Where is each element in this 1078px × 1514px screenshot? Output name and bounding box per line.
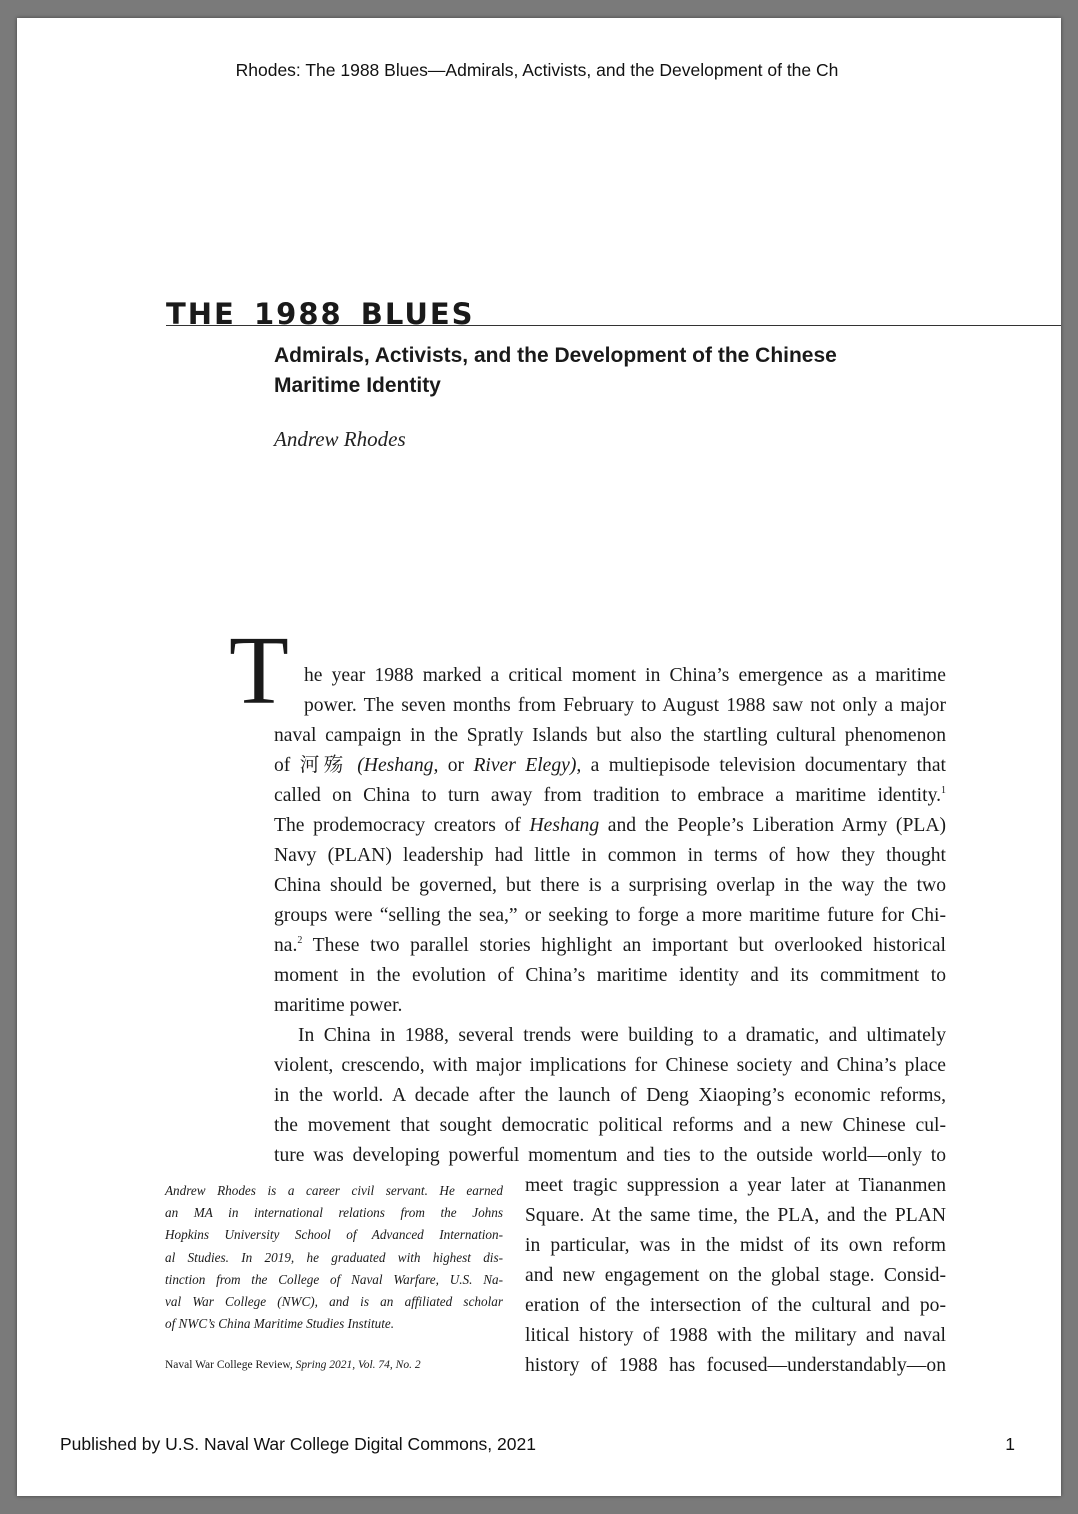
body-text: of 河殇 — [274, 755, 348, 776]
body-text: called on China to turn away from tradition to embrace a maritime identity. — [274, 785, 941, 806]
publisher-footer: Published by U.S. Naval War College Digital Commons, 2021 — [60, 1434, 536, 1454]
bio-line: of NWC’s China Maritime Studies Institute. — [165, 1316, 395, 1332]
body-line: In China in 1988, several trends were building to a dramatic, and ultimately — [298, 1025, 946, 1046]
body-italic: River Elegy), — [473, 755, 582, 776]
body-line: naval campaign in the Spratly Islands but also the startling cultural phenomenon — [274, 725, 946, 746]
subtitle-line: Admirals, Activists, and the Development of the Chinese — [274, 344, 837, 367]
body-line: in particular, was in the midst of its own reform — [525, 1235, 946, 1256]
bio-line: val War College (NWC), and is an affiliated scholar — [165, 1293, 503, 1309]
body-line: China should be governed, but there is a surprising overlap in the way the two — [274, 875, 946, 896]
running-head: Rhodes: The 1988 Blues—Admirals, Activists, and the Development of the Ch — [235, 60, 839, 80]
body-text: The prodemocracy creators of — [274, 815, 530, 836]
body-text: a multiepisode television documentary that — [581, 755, 946, 776]
body-line: meet tragic suppression a year later at Tiananmen — [525, 1175, 946, 1196]
subtitle-line: Maritime Identity — [274, 374, 441, 397]
body-line: he year 1988 marked a critical moment in China’s emergence as a maritime — [304, 665, 946, 686]
body-line: history of 1988 has focused—understandably—on — [525, 1355, 946, 1376]
bio-line: tinction from the College of Naval Warfare, U.S. Na- — [165, 1271, 503, 1287]
body-line: Square. At the same time, the PLA, and the PLAN — [525, 1205, 946, 1226]
document-page — [17, 18, 1061, 1496]
footnote-marker[interactable]: 1 — [941, 785, 946, 796]
body-italic: (Heshang, — [357, 755, 439, 776]
body-italic: Heshang — [529, 815, 600, 836]
journal-name: Naval War College Review, — [165, 1359, 296, 1371]
body-text: and the People’s Liberation Army (PLA) — [599, 815, 946, 836]
body-line: and new engagement on the global stage. Consid- — [525, 1265, 946, 1286]
body-line: ture was developing powerful momentum and ties to the outside world—only to — [274, 1145, 946, 1166]
body-line: the movement that sought democratic political reforms and a new Chinese cul- — [274, 1115, 946, 1136]
body-line — [274, 751, 946, 781]
body-line: Navy (PLAN) leadership had little in common in terms of how they thought — [274, 845, 946, 866]
footnote-marker[interactable]: 2 — [297, 935, 303, 946]
body-line: litical history of 1988 with the military and naval — [525, 1325, 946, 1346]
body-line: in the world. A decade after the launch of Deng Xiaoping’s economic reforms, — [274, 1085, 946, 1106]
body-line: moment in the evolution of China’s maritime identity and its commitment to — [274, 965, 946, 986]
body-line: eration of the intersection of the cultural and po- — [525, 1295, 946, 1316]
body-line: maritime power. — [274, 995, 403, 1016]
body-text: or — [438, 755, 474, 776]
bio-line: al Studies. In 2019, he graduated with highest dis- — [165, 1249, 503, 1265]
body-line — [274, 781, 946, 811]
journal-citation — [165, 1359, 421, 1371]
page-number: 1 — [1005, 1434, 1015, 1454]
body-line — [274, 931, 946, 961]
bio-line: Andrew Rhodes is a career civil servant. He earned — [165, 1183, 503, 1198]
drop-cap: T — [229, 617, 289, 725]
body-line: power. The seven months from February to August 1988 saw not only a major — [304, 695, 946, 716]
body-line: groups were “selling the sea,” or seeking to forge a more maritime future for Chi- — [274, 905, 946, 926]
article-title: THE 1988 BLUES — [166, 297, 475, 331]
title-rule — [166, 325, 1061, 326]
author-name: Andrew Rhodes — [274, 427, 406, 451]
body-line: violent, crescendo, with major implications for Chinese society and China’s place — [274, 1055, 946, 1076]
body-line — [274, 811, 946, 841]
bio-line: Hopkins University School of Advanced Internation- — [165, 1227, 503, 1243]
article-subtitle — [274, 341, 914, 401]
author-bio — [165, 1180, 503, 1335]
body-text: na. — [274, 935, 298, 956]
bio-line: an MA in international relations from the Johns — [165, 1205, 503, 1221]
journal-issue: Spring 2021, Vol. 74, No. 2 — [295, 1359, 421, 1371]
body-text: These two parallel stories highlight an important but overlooked historical — [302, 935, 946, 956]
